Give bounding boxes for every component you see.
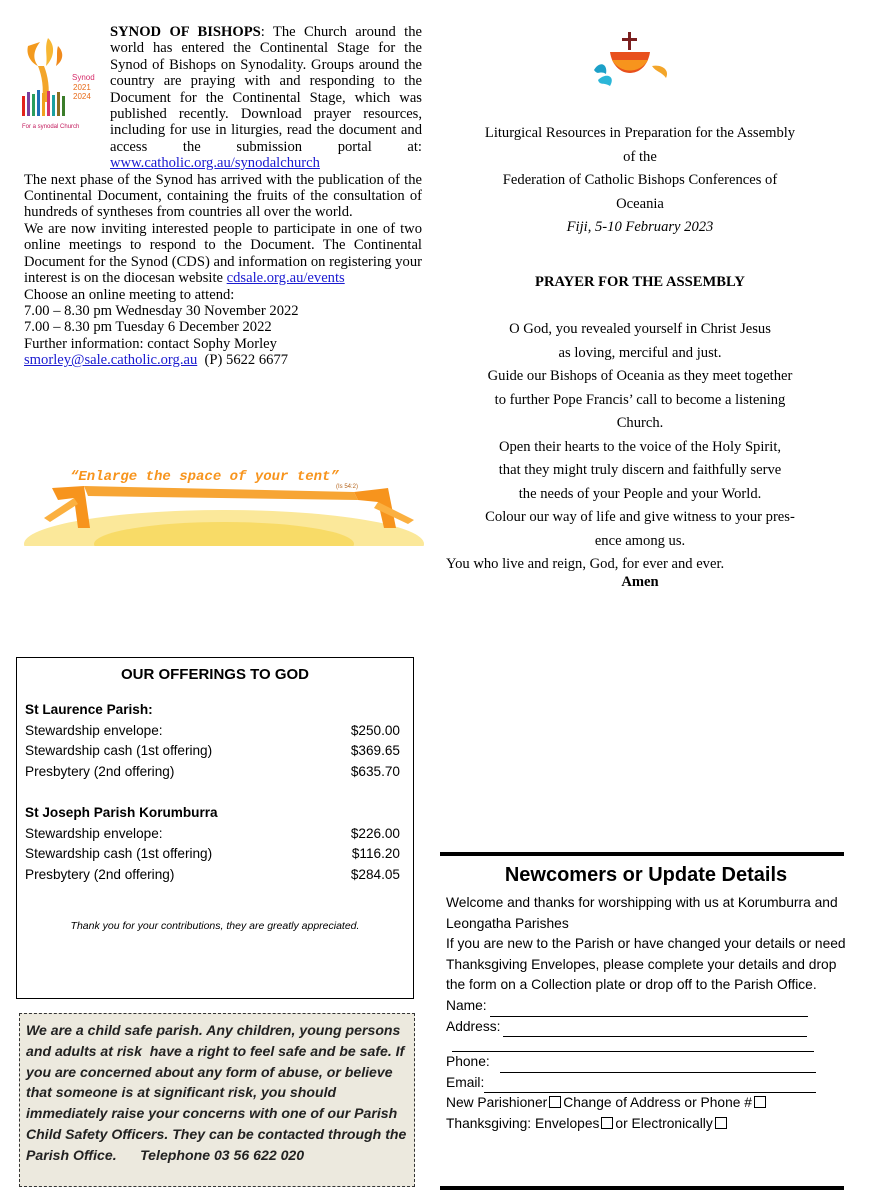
synod-further-info: Further information: contact Sophy Morley bbox=[24, 335, 277, 352]
newcomers-instructions: If you are new to the Parish or have changed your details or need Thanksgiving Envelopes, please complete your details and drop the form on a Collection plate or drop off to the Parish Office. bbox=[446, 936, 846, 993]
banner-slogan: “Enlarge the space of your tent” bbox=[70, 469, 339, 485]
prayer-line-10: ence among us. bbox=[594, 532, 686, 549]
synod-events-link[interactable]: cdsale.org.au/events bbox=[226, 270, 345, 287]
prayer-intro-line-2: of the bbox=[623, 148, 657, 165]
offering-amount: $284.05 bbox=[350, 866, 400, 882]
synod-intro bbox=[24, 24, 422, 172]
offering-label: Stewardship envelope: bbox=[25, 722, 163, 738]
electronically-checkbox[interactable] bbox=[715, 1117, 727, 1129]
offering-row bbox=[25, 741, 400, 762]
offering-amount: $226.00 bbox=[350, 825, 400, 841]
spacer bbox=[440, 294, 840, 318]
thanksgiving-envelopes-label: Thanksgiving: Envelopes bbox=[446, 1115, 600, 1131]
address-field-continued bbox=[446, 1037, 846, 1052]
offering-label: Stewardship cash (1st offering) bbox=[25, 743, 213, 758]
new-parishioner-checkbox[interactable] bbox=[549, 1096, 561, 1108]
child-safe-text: We are a child safe parish. Any children, young persons and adults at risk have a right to feel safe and be safe. If you are concerned about any form of abuse, or believe that someone is at significant risk, you should immediately raise your concerns with one of our Parish Child Safety Officers. They can be contacted through the Parish Office. Telephone 03 56 622 020 bbox=[26, 1022, 411, 1163]
parish-name: St Joseph Parish Korumburra bbox=[25, 805, 218, 820]
offering-label: Presbytery (2nd offering) bbox=[25, 866, 175, 882]
prayer-line-4: to further Pope Francis’ call to become a listening bbox=[494, 391, 786, 408]
prayer-intro-line-4: Oceania bbox=[616, 195, 664, 212]
offering-label: Stewardship cash (1st offering) bbox=[25, 846, 213, 861]
prayer-closing: You who live and reign, God, for ever and ever. bbox=[446, 556, 725, 572]
prayer-line-8: the needs of your People and your World. bbox=[518, 485, 762, 502]
offering-label: Stewardship envelope: bbox=[25, 825, 163, 841]
prayer-amen: Amen bbox=[621, 573, 659, 590]
prayer-line-5: Church. bbox=[616, 415, 664, 431]
logo-year-start: 2021 bbox=[73, 83, 91, 92]
status-options bbox=[446, 1093, 846, 1114]
phone-field bbox=[446, 1052, 846, 1073]
offering-row bbox=[25, 721, 400, 742]
offering-row bbox=[25, 762, 400, 783]
offering-row bbox=[25, 844, 400, 865]
email-input-line[interactable] bbox=[484, 1078, 816, 1093]
synod-meeting-2: 7.00 – 8.30 pm Tuesday 6 December 2022 bbox=[24, 319, 272, 336]
change-of-address-label: Change of Address or Phone # bbox=[563, 1095, 752, 1111]
synod-meeting-1: 7.00 – 8.30 pm Wednesday 30 November 2022 bbox=[24, 302, 299, 319]
offering-amount: $635.70 bbox=[350, 763, 400, 779]
synod-contact bbox=[24, 352, 422, 368]
synod-article bbox=[24, 24, 422, 369]
prayer-intro-line-1: Liturgical Resources in Preparation for the Assembly bbox=[484, 125, 796, 141]
spacer bbox=[440, 240, 840, 271]
newcomers-welcome: Welcome and thanks for worshipping with us at Korumburra and Leongatha Parishes bbox=[446, 895, 838, 931]
change-of-address-checkbox[interactable] bbox=[754, 1096, 766, 1108]
prayer-place-date: Fiji, 5-10 February 2023 bbox=[566, 219, 714, 235]
synod-paragraph-3-text: We are now inviting interested people to participate in one of two online meetings to respond to the Document. The Continental Document for the Synod (CDS) and information on registering your interest is on the diocesan website bbox=[24, 220, 422, 287]
synod-portal-link[interactable]: www.catholic.org.au/synodalchurch bbox=[110, 155, 320, 172]
banner-reference: (Is 54:2) bbox=[336, 484, 359, 490]
divider bbox=[440, 852, 844, 856]
newcomers-form bbox=[446, 860, 846, 1135]
synod-heading: SYNOD OF BISHOPS bbox=[110, 24, 261, 40]
oceania-boat-logo bbox=[590, 30, 680, 92]
prayer-line-1: O God, you revealed yourself in Christ Jesus bbox=[509, 321, 771, 337]
newcomers-title: Newcomers or Update Details bbox=[504, 864, 788, 886]
prayer-intro-line-3: Federation of Catholic Bishops Conferences of bbox=[502, 172, 778, 188]
offerings-title: OUR OFFERINGS TO GOD bbox=[120, 666, 310, 683]
synod-paragraph-2: The next phase of the Synod has arrived with the publication of the Continental Document, containing the fruits of the consultation of hundreds of syntheses from countries all over the world. bbox=[24, 171, 422, 221]
email-label: Email: bbox=[446, 1074, 485, 1090]
prayer-line-7: that they might truly discern and faithfully serve bbox=[498, 462, 782, 478]
synod-choose-meeting: Choose an online meeting to attend: bbox=[24, 286, 235, 303]
thanksgiving-options bbox=[446, 1114, 846, 1135]
phone-label: Phone: bbox=[446, 1054, 490, 1070]
new-parishioner-label: New Parishioner bbox=[446, 1095, 548, 1111]
parish-st-laurence bbox=[25, 700, 400, 782]
enlarge-tent-banner bbox=[24, 458, 424, 546]
prayer-line-9: Colour our way of life and give witness to your pres- bbox=[485, 509, 795, 525]
offering-amount: $369.65 bbox=[350, 743, 400, 758]
prayer-title: PRAYER FOR THE ASSEMBLY bbox=[535, 273, 745, 290]
logo-caption: For a synodal Church bbox=[22, 124, 80, 130]
offering-row bbox=[25, 824, 400, 845]
logo-synod-text: Synod bbox=[72, 73, 95, 82]
divider bbox=[440, 1186, 844, 1190]
synod-paragraph-3 bbox=[24, 221, 422, 287]
address-input-line-2[interactable] bbox=[452, 1037, 814, 1052]
parish-st-joseph bbox=[25, 803, 400, 885]
phone-input-line[interactable] bbox=[500, 1058, 816, 1073]
prayer-line-3: Guide our Bishops of Oceania as they meet together bbox=[487, 368, 793, 384]
prayer-line-2: as loving, merciful and just. bbox=[558, 344, 722, 361]
offering-amount: $250.00 bbox=[350, 722, 400, 738]
electronically-label: or Electronically bbox=[615, 1115, 713, 1131]
name-label: Name: bbox=[446, 997, 487, 1013]
synod-phone: (P) 5622 6677 bbox=[204, 352, 289, 369]
address-field bbox=[446, 1017, 846, 1038]
offering-amount: $116.20 bbox=[351, 846, 400, 861]
email-field bbox=[446, 1073, 846, 1094]
logo-year-end: 2024 bbox=[73, 92, 91, 101]
offerings-box bbox=[16, 657, 414, 999]
prayer-line-6: Open their hearts to the voice of the Holy Spirit, bbox=[498, 438, 782, 455]
synod-intro-text: : The Church around the world has entered the Continental Stage for the Synod of Bishops on Synodality. Groups around the country are praying with and responding to the Document for the Continental Stage, which was published recently. Download prayer resources, including for use in liturgies, read the document and access the submission portal at: bbox=[110, 24, 422, 155]
address-input-line[interactable] bbox=[503, 1022, 807, 1037]
envelopes-checkbox[interactable] bbox=[601, 1117, 613, 1129]
offering-label: Presbytery (2nd offering) bbox=[25, 763, 175, 779]
assembly-prayer bbox=[440, 122, 840, 591]
child-safe-notice bbox=[19, 1013, 415, 1187]
offering-row bbox=[25, 865, 400, 886]
name-field bbox=[446, 996, 846, 1017]
address-label: Address: bbox=[446, 1018, 501, 1034]
name-input-line[interactable] bbox=[490, 1002, 808, 1017]
parish-name: St Laurence Parish: bbox=[25, 702, 153, 717]
offerings-thanks: Thank you for your contributions, they are greatly appreciated. bbox=[70, 920, 360, 932]
synod-email-link[interactable]: smorley@sale.catholic.org.au bbox=[24, 352, 198, 369]
